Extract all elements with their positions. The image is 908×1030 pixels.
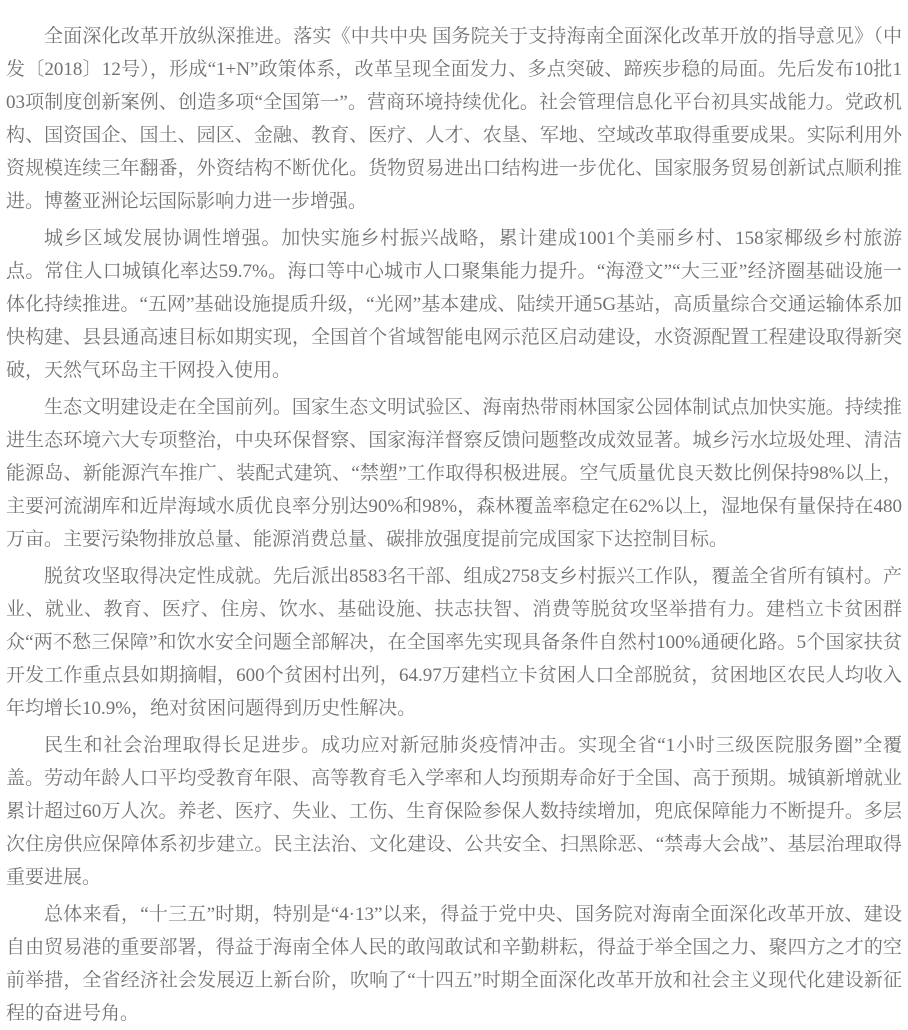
paragraph-overall-summary: 总体来看，“十三五”时期，特别是“4·13”以来，得益于党中央、国务院对海南全面深化改革开放、建设自由贸易港的重要部署，得益于海南全体人民的敢闯敢试和辛勤耕耘，得益于举全国之力、聚四方之才的空前举措，全省经济社会发展迈上新台阶，吹响了“十四五”时期全面深化改革开放和社会主义现代化建设新征程的奋进号角。 [6,904,902,1024]
paragraph-urban-rural-development: 城乡区域发展协调性增强。加快实施乡村振兴战略，累计建成1001个美丽乡村、158家椰级乡村旅游点。常住人口城镇化率达59.7%。海口等中心城市人口聚集能力提升。“海澄文”“大三亚”经济圈基础设施一体化持续推进。“五网”基础设施提质升级，“光网”基本建成、陆续开通5G基站，高质量综合交通运输体系加快构建、县县通高速目标如期实现，全国首个省域智能电网示范区启动建设，水资源配置工程建设取得新突破，天然气环岛主干网投入使用。 [6,228,902,381]
paragraph-livelihood-governance: 民生和社会治理取得长足进步。成功应对新冠肺炎疫情冲击。实现全省“1小时三级医院服务圈”全覆盖。劳动年龄人口平均受教育年限、高等教育毛入学率和人均预期寿命好于全国、高于预期。城镇新增就业累计超过60万人次。养老、医疗、失业、工伤、生育保险参保人数持续增加，兜底保障能力不断提升。多层次住房供应保障体系初步建立。民主法治、文化建设、公共安全、扫黑除恶、“禁毒大会战”、基层治理取得重要进展。 [6,735,902,888]
paragraph-poverty-alleviation: 脱贫攻坚取得决定性成就。先后派出8583名干部、组成2758支乡村振兴工作队，覆盖全省所有镇村。产业、就业、教育、医疗、住房、饮水、基础设施、扶志扶智、消费等脱贫攻坚举措有力。建档立卡贫困群众“两不愁三保障”和饮水安全问题全部解决，在全国率先实现具备条件自然村100%通硬化路。5个国家扶贫开发工作重点县如期摘帽，600个贫困村出列，64.97万建档立卡贫困人口全部脱贫，贫困地区农民人均收入年均增长10.9%，绝对贫困问题得到历史性解决。 [6,566,902,719]
paragraph-ecological-civilization: 生态文明建设走在全国前列。国家生态文明试验区、海南热带雨林国家公园体制试点加快实施。持续推进生态环境六大专项整治，中央环保督察、国家海洋督察反馈问题整改成效显著。城乡污水垃圾处理、清洁能源岛、新能源汽车推广、装配式建筑、“禁塑”工作取得积极进展。空气质量优良天数比例保持98%以上，主要河流湖库和近岸海域水质优良率分别达90%和98%，森林覆盖率稳定在62%以上，湿地保有量保持在480万亩。主要污染物排放总量、能源消费总量、碳排放强度提前完成国家下达控制目标。 [6,397,902,550]
paragraph-reform-opening: 全面深化改革开放纵深推进。落实《中共中央 国务院关于支持海南全面深化改革开放的指导意见》（中发〔2018〕12号），形成“1+N”政策体系，改革呈现全面发力、多点突破、蹄疾步稳的局面。先后发布10批103项制度创新案例、创造多项“全国第一”。营商环境持续优化。社会管理信息化平台初具实战能力。党政机构、国资国企、国土、园区、金融、教育、医疗、人才、农垦、军地、空域改革取得重要成果。实际利用外资规模连续三年翻番，外资结构不断优化。货物贸易进出口结构进一步优化、国家服务贸易创新试点顺利推进。博鳌亚洲论坛国际影响力进一步增强。 [6,26,902,212]
